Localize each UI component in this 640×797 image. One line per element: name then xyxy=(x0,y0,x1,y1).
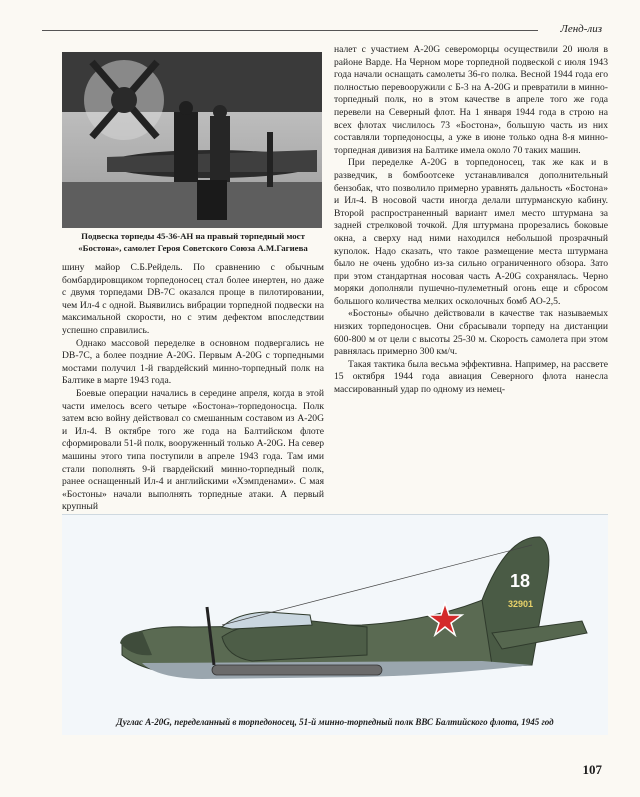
torpedo xyxy=(212,665,382,675)
paragraph: Однако массовой переделке в основном подвергались не DB-7С, а более поздние А-20G. Первым А-20G с торпедными мостами получил 1-й гвардейский минно-торпедный полк на Балтике в марте 1943 года. xyxy=(62,337,324,387)
header-rule xyxy=(42,30,602,31)
tail-number: 18 xyxy=(510,571,531,591)
right-column xyxy=(334,44,608,397)
aircraft-profile-illustration xyxy=(62,514,608,735)
paragraph: При переделке А-20G в торпедоносец, так же как и в разведчик, в бомбоотсеке устанавливался дополнительный бензобак, что позволило примерно уравнять дальность «Бостона» и Ил-4. В носовой части иногда делали штурманскую кабину. Второй распространенный вариант имел место штурмана за задней стрелковой точкой. Для штурмана прорезались боковые окна, а сверху над ними находился небольшой прозрачный куполок. Надо сказать, что такое размещение места штурмана было не очень удобно из-за сильно ограниченного обзора. Зато при этом стандартная носовая часть А-20G сохранялась. Чернo моряки дополняли пушечно-пулеметный огонь еще и сбросом большого количества мелких осколочных бомб АО-2,5. xyxy=(334,157,608,307)
torpedo-loading-photo xyxy=(62,52,322,228)
serial-number: 32901 xyxy=(508,599,534,609)
paragraph: Такая тактика была весьма эффективна. Например, на рассвете 15 октября 1944 года авиация Северного флота нанесла массированный удар по одному из немец- xyxy=(334,358,608,396)
page-number: 107 xyxy=(582,762,602,777)
paragraph: шину майор С.Б.Рейдель. По сравнению с обычным бомбардировщиком торпедоносец стал более инертен, но даже с двумя торпедами DB-7С оказался проще в пилотировании, чем Ил-4 с одной. Выявились вибрации торпедной подвески на максимальной скорости, но с этим дефектом впоследствии успешно справились. xyxy=(62,262,324,336)
paragraph: «Бостоны» обычно действовали в качестве так называемых низких торпедоносцев. Они сбрасывали торпеду на дистанции 600-800 м от цели с высоты 25-30 м. Скорость самолета при этом равнялась примерно 300 км/ч. xyxy=(334,308,608,358)
paragraph: налет с участием А-20G североморцы осуществили 20 июля в районе Варде. На Черном море торпедной подвеской с июля 1943 года начали оснащать самолеты 36-го полка. Весной 1944 года его полностью перевооружили с Б-3 на А-20G и превратили в минно-торпедный полк, но в этом качестве в апреле того же года перевели на Северный флот. На 1 января 1944 года в строю на всех флотах числилось 73 «Бостона», большую часть из них составляли торпедоносцы, а уже в июне только одна 8-я минно-торпедная дивизия на Балтике имела около 70 таких машин. xyxy=(334,44,608,156)
section-header: Ленд-лиз xyxy=(560,23,602,35)
profile-caption: Дуглас А-20G, переделанный в торпедоносец, 51-й минно-торпедный полк ВВС Балтийского флота, 1945 год xyxy=(116,717,554,727)
photo-caption: Подвеска торпеды 45-36-АН на правый торпедный мост «Бостона», самолет Героя Советского Союза А.М.Гагиева xyxy=(78,231,308,253)
paragraph: Боевые операции начались в середине апреля, когда в этой части имелось всего четыре «Бостона»-торпедоносца. Полк затем всю войну действовал со смешанным составом из А-20G и Ил-4. В октябре того же года на Балтийском флоте сформировали 51-й полк, вооруженный только А-20G. На север машины этого типа поступили в апреле 1943 года. Там ими стали пополнять 9-й гвардейский минно-торпедный полк, ранее оснащенный Ил-4 и английскими «Хэмпденами». С мая «Бостоны» начали выполнять торпедные атаки. А первый крупный xyxy=(62,387,324,513)
left-column xyxy=(62,262,324,514)
